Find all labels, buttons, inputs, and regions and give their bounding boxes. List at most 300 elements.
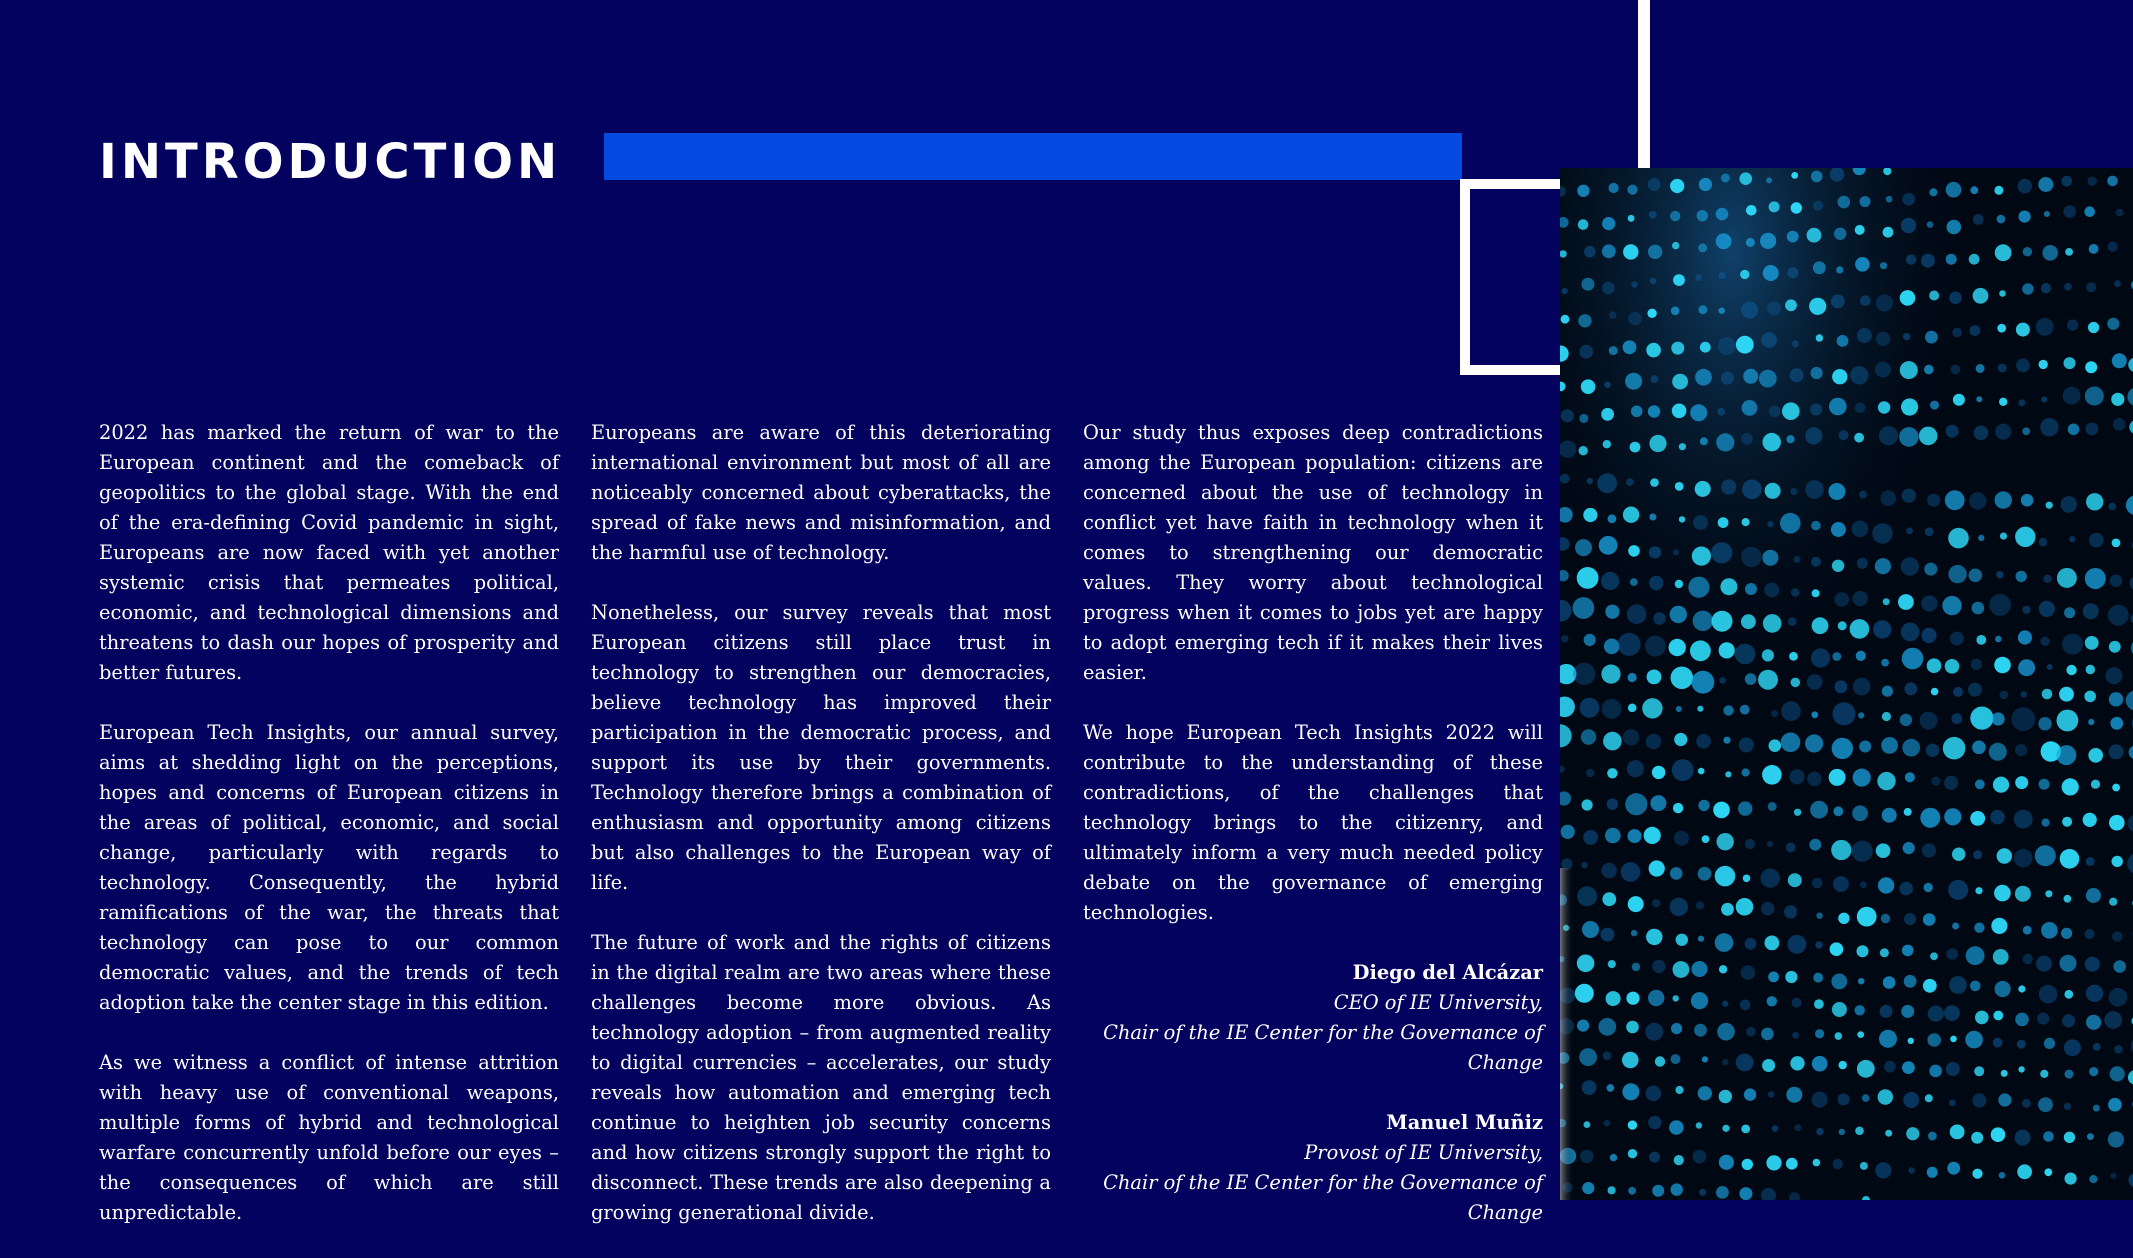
particle-dot: [1927, 494, 1940, 507]
particle-dot: [2056, 745, 2076, 765]
particle-dot: [1735, 644, 1756, 665]
particle-dot: [1882, 686, 1893, 697]
particle-dot: [1742, 518, 1750, 526]
particle-dot: [1717, 833, 1734, 850]
particle-dot: [1670, 179, 1684, 193]
particle-dot: [1857, 907, 1877, 927]
particle-dot: [1947, 220, 1962, 235]
particle-dot: [1953, 394, 1965, 406]
particle-dot: [1670, 898, 1688, 916]
particle-dot: [1649, 576, 1663, 590]
particle-dot: [1601, 665, 1620, 684]
particle-dot: [1719, 272, 1726, 279]
particle-dot: [1973, 288, 1989, 304]
particle-dot: [1901, 218, 1916, 233]
particle-dot: [2037, 1013, 2049, 1025]
particle-dot: [2064, 1039, 2081, 1056]
particle-dot: [1581, 278, 1594, 291]
particle-dot: [1673, 274, 1685, 286]
particle-dot: [1746, 238, 1755, 247]
particle-dot: [1882, 808, 1897, 823]
particle-dot: [1648, 245, 1662, 259]
particle-dot: [1792, 1032, 1799, 1039]
particle-dot: [1702, 835, 1710, 843]
particle-dot: [2062, 817, 2072, 827]
particle-dot: [1581, 862, 1587, 868]
particle-dot: [1649, 211, 1657, 219]
particle-dot: [1786, 435, 1794, 443]
particle-dot: [2066, 665, 2076, 675]
particle-dot: [1573, 663, 1595, 685]
particle-dot: [1923, 979, 1937, 993]
particle-dot: [1839, 430, 1849, 440]
particle-dot: [1622, 1052, 1639, 1069]
particle-dot: [1603, 1051, 1612, 1060]
particle-dot: [1852, 521, 1869, 538]
particle-dot: [1675, 482, 1684, 491]
particle-dot: [1625, 373, 1642, 390]
particle-dot: [1834, 228, 1846, 240]
particle-dot: [1648, 178, 1661, 191]
particle-dot: [2067, 320, 2078, 331]
particle-dot: [1692, 547, 1711, 566]
particle-dot: [1671, 667, 1694, 690]
particle-dot: [2039, 360, 2048, 369]
particle-dot: [1784, 905, 1797, 918]
particle-dot: [1739, 172, 1752, 185]
particle-dot: [1628, 1149, 1637, 1158]
particle-dot: [2062, 778, 2079, 795]
particle-dot: [1623, 507, 1639, 523]
particle-dot: [2036, 956, 2052, 972]
particle-dot: [1886, 196, 1893, 203]
particle-dot: [2065, 1173, 2077, 1185]
particle-dot: [2087, 1133, 2094, 1140]
particle-dot: [1920, 712, 1938, 730]
particle-dot: [1768, 802, 1777, 811]
particle-dot: [2088, 748, 2103, 763]
particle-dot: [2086, 423, 2099, 436]
particle-dot: [1838, 913, 1849, 924]
particle-dot: [2109, 815, 2125, 831]
particle-dot: [1972, 1169, 1982, 1179]
particle-dot: [1921, 628, 1936, 643]
particle-dot: [2086, 282, 2096, 292]
particle-dot: [1761, 902, 1774, 915]
particle-dot: [1644, 827, 1661, 844]
particle-dot: [2041, 922, 2058, 939]
particle-dot: [1839, 1129, 1845, 1135]
particle-dot: [1767, 996, 1777, 1006]
paragraph: Our study thus exposes deep contradictions among the European population: citizens are concerned about the use of technology in conflict yet have faith in technology when it comes to strengthening our democratic values. They worry about technological progress when it comes to jobs yet are happy to adopt emerging tech if it makes their lives easier.: [1083, 418, 1543, 688]
particle-dot: [2018, 179, 2032, 193]
particle-dot: [1698, 305, 1707, 314]
particle-dot: [2064, 607, 2075, 618]
particle-dot: [2019, 211, 2031, 223]
particle-dot: [1998, 364, 2007, 373]
particle-dot: [1693, 611, 1713, 631]
particle-dot: [1582, 1080, 1597, 1095]
particle-dot: [1946, 182, 1962, 198]
particle-dot: [1609, 346, 1618, 355]
particle-dot: [1807, 228, 1822, 243]
particle-dot: [2018, 630, 2032, 644]
particle-dot: [1812, 617, 1829, 634]
particle-dot: [1832, 738, 1853, 759]
particle-dot: [1812, 878, 1823, 889]
particle-dot: [1929, 188, 1937, 196]
particle-dot: [1583, 830, 1598, 845]
particle-dot: [1693, 1150, 1707, 1164]
particle-dot: [1904, 975, 1917, 988]
particle-dot: [2083, 603, 2099, 619]
particle-dot: [1993, 777, 2009, 793]
particle-dot: [1880, 948, 1889, 957]
particle-dot: [1908, 1038, 1914, 1044]
particle-dot: [1696, 1122, 1702, 1128]
particle-dot: [2021, 691, 2027, 697]
particle-dot: [1946, 425, 1959, 438]
particle-dot: [1560, 474, 1570, 484]
particle-dot: [1740, 270, 1749, 279]
particle-dot: [1809, 839, 1821, 851]
particle-dot: [2035, 845, 2056, 866]
particle-dot: [1674, 733, 1687, 746]
particle-dot: [1676, 934, 1688, 946]
particle-dot: [1628, 545, 1640, 557]
particle-dot: [2036, 318, 2054, 336]
particle-dot: [2064, 990, 2073, 999]
particle-dot: [1762, 1059, 1775, 1072]
particle-dot: [1764, 583, 1779, 598]
particle-dot: [1671, 1054, 1681, 1064]
particle-dot: [1719, 677, 1726, 684]
particle-dot: [1603, 440, 1611, 448]
particle-dot: [2001, 1070, 2008, 1077]
particle-dot: [1949, 1100, 1956, 1107]
particle-dot: [2064, 357, 2076, 369]
particle-dot: [2018, 985, 2025, 992]
particle-dot: [2088, 322, 2099, 333]
particle-dot: [1855, 257, 1870, 272]
particle-dot: [1838, 1093, 1850, 1105]
particle-dot: [1855, 1127, 1864, 1136]
particle-dot: [1765, 483, 1781, 499]
signature-block: [1083, 958, 1543, 1078]
particle-dot: [1860, 196, 1871, 207]
particle-dot: [1831, 840, 1851, 860]
particle-dot: [1853, 591, 1868, 606]
particle-dot: [1812, 589, 1820, 597]
particle-dot: [2104, 1011, 2122, 1029]
particle-dot: [1862, 1094, 1870, 1102]
particle-dot: [1742, 1159, 1753, 1170]
particle-dot: [1791, 588, 1800, 597]
particle-dot: [1721, 174, 1730, 183]
particle-dot: [1805, 480, 1824, 499]
particle-dot: [1672, 759, 1694, 781]
particle-dot: [1736, 898, 1754, 916]
particle-dot: [2083, 813, 2097, 827]
text-column-1: [99, 418, 559, 1258]
particle-dot: [1578, 219, 1589, 230]
particle-dot: [2040, 1070, 2048, 1078]
particle-dot: [1602, 699, 1622, 719]
particle-dot: [1885, 1130, 1892, 1137]
particle-dot: [2110, 1066, 2125, 1081]
text-column-3: [1083, 418, 1543, 1258]
particle-dot: [1881, 659, 1889, 667]
particle-dot: [1627, 604, 1647, 624]
particle-dot: [1972, 741, 1986, 755]
particle-dot: [1837, 335, 1849, 347]
particle-dot: [1900, 361, 1918, 379]
particle-dot: [1712, 611, 1733, 632]
particle-dot: [1688, 577, 1709, 598]
particle-dot: [1790, 1056, 1804, 1070]
particle-dot: [1814, 999, 1824, 1009]
particle-dot: [1877, 772, 1895, 790]
particle-dot: [1816, 913, 1822, 919]
particle-dot: [1628, 673, 1637, 682]
particle-dot: [1926, 744, 1939, 757]
particle-dot: [1807, 772, 1821, 786]
paragraph: As we witness a conflict of intense attrition with heavy use of conventional weapons, multiple forms of hybrid and technological warfare concurrently unfold before our eyes – the consequences of which are still unpredictable.: [99, 1048, 559, 1228]
particle-dot: [1991, 1127, 2006, 1142]
particle-dot: [2109, 988, 2128, 1007]
particle-dot: [1767, 301, 1781, 315]
particle-dot: [1650, 375, 1658, 383]
particle-dot: [1882, 712, 1891, 721]
particle-dot: [1652, 766, 1665, 779]
particle-dot: [1628, 896, 1644, 912]
particle-dot: [1627, 185, 1637, 195]
particle-dot: [1948, 565, 1966, 583]
particle-dot: [1609, 183, 1619, 193]
digital-particles-image: [1560, 168, 2133, 1200]
particle-dot: [2018, 1066, 2024, 1072]
particle-dot: [1698, 936, 1704, 942]
particle-dot: [1903, 333, 1910, 340]
particle-dot: [1606, 991, 1621, 1006]
particle-dot: [1856, 651, 1866, 661]
particle-dot: [1876, 332, 1890, 346]
particle-dot: [2060, 955, 2077, 972]
particle-dot: [1598, 1018, 1616, 1036]
particle-dot: [2015, 776, 2028, 789]
particle-dot: [1878, 401, 1890, 413]
particle-dot: [1767, 841, 1773, 847]
particle-dot: [1561, 635, 1569, 643]
particle-dot: [1573, 597, 1595, 619]
particle-dot: [2088, 719, 2094, 725]
particle-dot: [1970, 325, 1981, 336]
particle-dot: [1672, 404, 1687, 419]
particle-dot: [2016, 323, 2030, 337]
particle-dot: [1676, 706, 1682, 712]
particle-dot: [2114, 280, 2121, 287]
particle-dot: [1690, 404, 1707, 421]
particle-dot: [1717, 1023, 1735, 1041]
particle-dot: [2112, 353, 2127, 368]
particle-dot: [1673, 995, 1679, 1001]
particle-dot: [2109, 898, 2117, 906]
particle-dot: [1781, 701, 1801, 721]
particle-dot: [1857, 945, 1869, 957]
particle-dot: [1900, 290, 1916, 306]
particle-dot: [1975, 1011, 1989, 1025]
particle-dot: [2068, 424, 2080, 436]
particle-dot: [2113, 418, 2126, 431]
particle-dot: [1831, 295, 1845, 309]
particle-dot: [1876, 843, 1891, 858]
particle-dot: [1623, 244, 1638, 259]
particle-dot: [1924, 563, 1937, 576]
particle-dot: [1989, 594, 2011, 616]
particle-dot: [1715, 933, 1734, 952]
particle-dot: [1742, 480, 1762, 500]
particle-dot: [2023, 247, 2032, 256]
particle-dot: [1811, 171, 1823, 183]
particle-dot: [2093, 1105, 2100, 1112]
particle-dot: [1829, 398, 1847, 416]
particle-dot: [1723, 705, 1733, 715]
particle-dot: [1743, 875, 1751, 883]
particle-dot: [1628, 829, 1642, 843]
particle-dot: [1901, 557, 1919, 575]
particle-dot: [2114, 1045, 2123, 1054]
particle-dot: [1719, 642, 1735, 658]
particle-dot: [1742, 768, 1750, 776]
particle-dot: [1857, 328, 1872, 343]
particle-dot: [1758, 670, 1778, 690]
particle-dot: [1927, 221, 1934, 228]
particle-dot: [2086, 665, 2095, 674]
particle-dot: [1630, 578, 1638, 586]
particle-dot: [1622, 1083, 1639, 1100]
particle-dot: [1831, 522, 1846, 537]
particle-dot: [1873, 620, 1891, 638]
particle-dot: [1632, 963, 1640, 971]
particle-dot: [1836, 266, 1843, 273]
particle-dot: [1601, 928, 1615, 942]
particle-dot: [1833, 1159, 1843, 1169]
particle-dot: [1854, 433, 1864, 443]
particle-dot: [1781, 733, 1801, 753]
particle-dot: [1816, 334, 1823, 341]
particle-dot: [1838, 196, 1851, 209]
particle-dot: [1975, 779, 1985, 789]
particle-dot: [1626, 478, 1634, 486]
particle-dot: [1952, 328, 1962, 338]
particle-dot: [2086, 493, 2103, 510]
particle-dot: [1906, 527, 1913, 534]
signatory-title: CEO of IE University,: [1083, 988, 1543, 1018]
particle-dot: [2089, 244, 2099, 254]
particle-dot: [1972, 602, 1985, 615]
particle-dot: [1879, 426, 1898, 445]
particle-dot: [1928, 1132, 1937, 1141]
particle-dot: [1809, 298, 1826, 315]
particle-dot: [1974, 426, 1989, 441]
particle-dot: [1623, 340, 1637, 354]
particle-dot: [2064, 895, 2072, 903]
particle-dot: [1950, 632, 1964, 646]
particle-dot: [1672, 374, 1688, 390]
particle-dot: [1833, 806, 1843, 816]
particle-dot: [2093, 1043, 2101, 1051]
particle-dot: [2112, 784, 2120, 792]
particle-dot: [1769, 739, 1782, 752]
particle-dot: [1671, 1023, 1682, 1034]
particle-dot: [1780, 513, 1801, 534]
particle-dot: [1583, 508, 1597, 522]
particle-dot: [1602, 282, 1615, 295]
particle-dot: [1693, 515, 1708, 530]
particle-dot: [1859, 491, 1867, 499]
particle-dot: [1790, 368, 1804, 382]
particle-dot: [1921, 595, 1937, 611]
particle-dot: [1626, 1021, 1639, 1034]
particle-dot: [1946, 948, 1958, 960]
particle-dot: [1855, 402, 1866, 413]
particle-dot: [1785, 299, 1797, 311]
particle-dot: [2088, 177, 2097, 186]
particle-dot: [1670, 867, 1683, 880]
particle-dot: [1713, 802, 1730, 819]
particle-dot: [1577, 1020, 1589, 1032]
particle-dot: [1786, 1158, 1798, 1170]
particle-dot: [1623, 729, 1639, 745]
particle-dot: [1995, 981, 2011, 997]
particle-dot: [1601, 408, 1614, 421]
particle-dot: [1604, 1120, 1610, 1126]
particle-dot: [1741, 965, 1755, 979]
particle-dot: [1577, 185, 1589, 197]
particle-dot: [1739, 1187, 1752, 1200]
particle-dot: [1811, 711, 1818, 718]
particle-dot: [1650, 795, 1666, 811]
particle-dot: [1761, 1028, 1774, 1041]
particle-dot: [1771, 710, 1778, 717]
particle-dot: [1561, 409, 1574, 422]
particle-dot: [2085, 636, 2099, 650]
particle-dot: [1968, 683, 1982, 697]
text-column-2: [591, 418, 1051, 1258]
particle-dot: [2041, 283, 2051, 293]
particle-dot: [2057, 710, 2079, 732]
particle-dot: [2085, 361, 2097, 373]
particle-dot: [1899, 427, 1919, 447]
particle-dot: [2057, 568, 2077, 588]
particle-dot: [1628, 215, 1635, 222]
particle-dot: [2022, 1099, 2031, 1108]
particle-dot: [1670, 606, 1687, 623]
particle-dot: [1974, 923, 1984, 933]
particle-dot: [1579, 1048, 1597, 1066]
particle-dot: [1716, 1186, 1729, 1199]
particle-dot: [2064, 283, 2072, 291]
particle-dot: [1699, 1189, 1706, 1196]
particle-dot: [1584, 246, 1596, 258]
particle-dot: [1597, 473, 1617, 493]
particle-dot: [1971, 659, 1982, 670]
particle-dot: [1669, 1120, 1684, 1135]
particle-dot: [1561, 858, 1572, 869]
particle-dot: [1952, 923, 1959, 930]
particle-dot: [1927, 1167, 1938, 1178]
particle-dot: [1647, 670, 1662, 685]
